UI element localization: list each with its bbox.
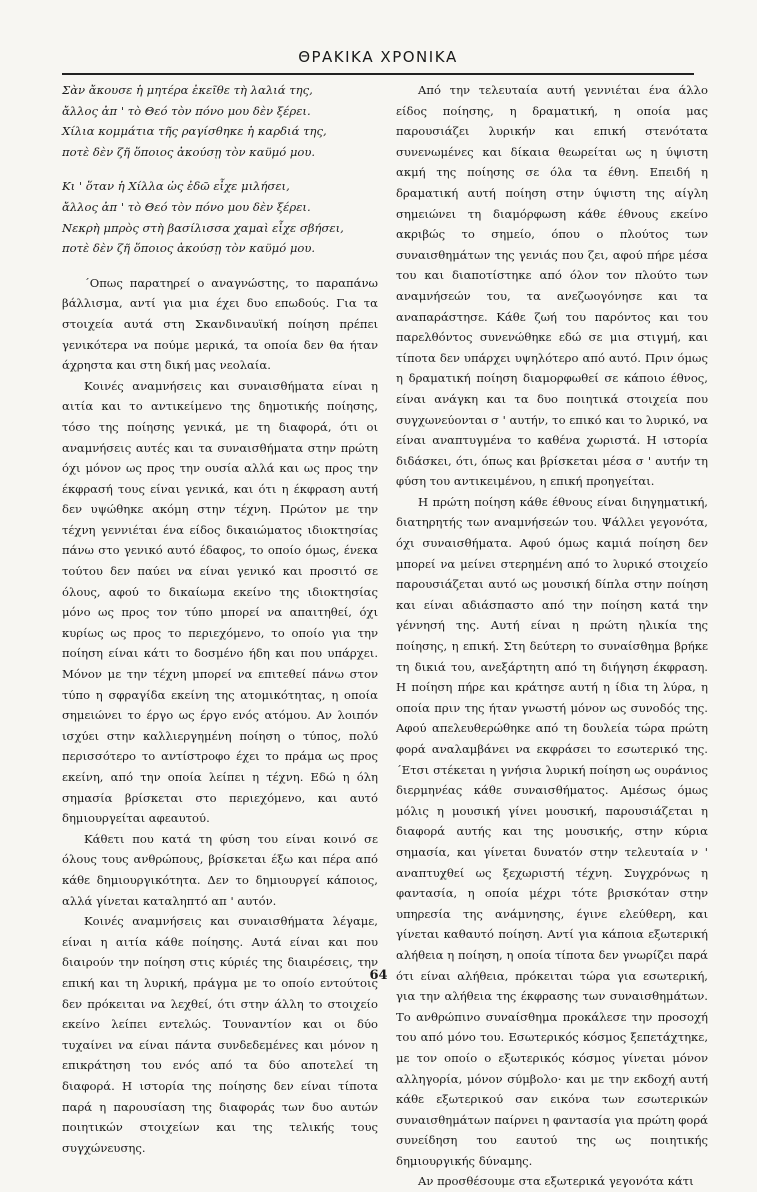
poem-line: ἄλλος ἀπ ' τὸ Θεό τὸν πόνο μου δὲν ξέρει. <box>62 199 311 214</box>
poem-line: Νεκρὴ μπρὸς στὴ βασίλισσα χαμαὶ εἶχε σβήσει, <box>62 220 344 235</box>
poem-line: Χίλια κομμάτια τῆς ραγίσθηκε ἡ καρδιά της, <box>62 124 327 139</box>
running-header: ΘΡΑΚΙΚΑ ΧΡΟΝΙΚΑ <box>298 48 458 66</box>
body-paragraph: Αν προσθέσουμε στα εξωτερικά γεγονότα κάτι <box>418 1174 694 1189</box>
right-column <box>396 80 708 1192</box>
body-paragraph: Κοινές αναμνήσεις και συναισθήματα λέγαμε, είναι η αιτία κάθε ποίησης. Αυτά είναι και που διαιρούν την ποίηση στις κύριές της διαιρέσεις, την επική και τη λυρική, πράγμα με το οποίο εντούτοις δεν πρόκειται να λεχθεί, ότι στην άλλη το στοιχείο εκείνο λείπει εντελώς. Τουναντίον και οι δύο τυχαίνει να είναι πάντα συνδεδεμένες και μόνον η επικράτηση του ενός από τα δύο αποτελεί τη διαφορά. Η ιστορία της ποίησης δεν είναι τίποτα παρά η παρουσίαση της διαφοράς των δυο αυτών ποιητικών στοιχείων και της τελικής τους συγχώνευσης. <box>62 914 378 1155</box>
poem-stanza-1 <box>62 80 378 162</box>
poem-line: ποτὲ δὲν ζῆ ὅποιος ἀκούσῃ τὸν καϋμό μου. <box>62 241 316 256</box>
body-paragraph: Κάθετι που κατά τη φύση του είναι κοινό σε όλους τους ανθρώπους, βρίσκεται έξω και πέρα από κάθε δημιουργικότητα. Δεν το δημιουργεί κάποιος, αλλά γίνεται καταληπτό απ ' αυτόν. <box>62 831 378 908</box>
left-column <box>62 80 378 1158</box>
body-paragraph: ΄Οπως παρατηρεί ο αναγνώστης, το παραπάνω βάλλισμα, αντί για μια έχει δυο επωδούς. Για τα στοιχεία αυτά στη Σκανδιναυϊκή ποίηση πρέπει γενικότερα να πούμε μερικά, τα οποία δεν θα ήταν άχρηστα και στη δική μας νεολαία. <box>62 275 378 373</box>
poem-line: Κι ' ὅταν ἡ Χίλλα ὡς ἐδῶ εἶχε μιλήσει, <box>62 179 290 194</box>
body-paragraph: Κοινές αναμνήσεις και συναισθήματα είναι η αιτία και το αντικείμενο της δημοτικής ποίησης, τόσο της ποίησης γενικά, με τη διαφορά, ότι οι αναμνήσεις αυτές και τα συναισθήματα στην πρώτη όχι μόνον ως προς την ουσία αλλά και ως προς την έκφρασή τους είναι γενικά, και ότι η έκφραση αυτή δεν υψώθηκε ακόμη στην τέχνη. Πρώτον με την τέχνη γεννιέται ένα είδος δικαιώματος ιδιοκτησίας πάνω στο γενικό αυτό έδαφος, το οποίο όμως, ένεκα τούτου δεν παύει να είναι γενικό και προσιτό σε όλους, αφού το δικαίωμα εκείνο της ιδιοκτησίας μόνο ως προς τον τύπο μπορεί να απαιτηθεί, όχι κυρίως ως προς το περιεχόμενο, το οποίο για την ποίηση είναι κάτι το δοσμένο ήδη και που υπάρχει. Μόνον με την τέχνη μπορεί να επιτεθεί πάνω στον τύπο η σφραγίδα εκείνη της ατομικότητας, η οποία σημειώνει το έργο ως έργο ενός ατόμου. Αν λοιπόν ισχύει στην καλλιεργημένη ποίηση ο τύπος, πολύ περισσότερο το αντίστροφο έχει το πράμα ως προς εκείνη, από την οποία λείπει η τέχνη. Εδώ η όλη σημασία βρίσκεται στο περιεχόμενο, και αυτό δημιουργείται αφεαυτού. <box>62 378 378 826</box>
poem-line: Σὰν ἄκουσε ἡ μητέρα ἐκεῖθε τὴ λαλιά της, <box>62 83 313 97</box>
body-paragraph: Η πρώτη ποίηση κάθε έθνους είναι διηγηματική, διατηρητής των αναμνήσεών του. Ψάλλει γεγονότα, όχι συναισθήματα. Αφού όμως καμιά ποίηση δεν μπορεί να μείνει στερημένη από το λυρικό στοιχείο παρουσιάζεται αυτό ως μουσική δίπλα στην ποίηση και είναι αδιάσπαστο από την ποίηση κατά την γέννησή της. Αυτή είναι η πρώτη ηλικία της ποίησης, η επική. Στη δεύτερη το συναίσθημα βρήκε τη δικιά του, ανεξάρτητη από τη διήγηση έκφραση. Η ποίηση πήρε και κράτησε αυτή η ίδια τη λύρα, η οποία πριν της ήταν γνωστή μόνον ως συνοδός της. Αφού απελευθερώθηκε από τη δουλεία τώρα πρώτη φορά αναλαμβάνει να εκφράσει το εσωτερικό της. ΄Ετσι στέκεται η γνήσια λυρική ποίηση ως ουράνιος διερμηνέας κάθε συναισθήματος. Αμέσως όμως μόλις η μουσική γίνει μουσική, παρουσιάζεται η διαφορά αυτής και της μουσικής, στην κύρια σημασία, και γίνεται δυνατόν στην τελευταία ν ' αναπτυχθεί ως ξεχωριστή τέχνη. Συγχρόνως η φαντασία, η οποία μέχρι τότε βρισκόταν στην υπηρεσία της ανάμνησης, έγινε ελεύθερη, και γίνεται καθαυτό ποίηση. Αντί για κάποια εξωτερική αλήθεια η ποίηση, η οποία τίποτα δεν γνωρίζει παρά ότι είναι αλήθεια, πρόκειται τώρα για εσωτερική, για την αλήθεια της έκφρασης των συναισθημάτων. Το ανθρώπινο συναίσθημα προκάλεσε την προσοχή του από μόνο του. Εσωτερικός κόσμος ξεπετάχτηκε, με τον οποίο ο εξωτερικός κόσμος γίνεται μόνον αλληγορία, μόνον σύμβολο· και με την εκδοχή αυτή κάθε εξωτερικού σαν εικόνα των εσωτερικών συναισθημάτων παίρνει η φαντασία για πρώτη φορά συνείδηση του εαυτού της ως ποιητικής δημιουργικής δύναμης. <box>396 494 708 1168</box>
page-number: 64 <box>369 968 388 983</box>
header-rule <box>62 73 694 75</box>
poem-line: ἄλλος ἀπ ' τὸ Θεό τὸν πόνο μου δὲν ξέρει. <box>62 103 311 118</box>
poem-line: ποτὲ δὲν ζῆ ὅποιος ἀκούσῃ τὸν καϋμό μου. <box>62 144 316 159</box>
poem-stanza-2 <box>62 176 378 258</box>
body-paragraph: Από την τελευταία αυτή γεννιέται ένα άλλο είδος ποίησης, η δραματική, η οποία μας παρουσιάζει λυρικήν και επική στενότατα συνενωμένες και δίκαια θεωρείται ως η ύψιστη ακμή της ποίησης σε όλα τα έθνη. Επειδή η δραματική αυτή ποίηση στην ύψιστη της αίγλη σημειώνει τη διαμόρφωση κάθε έθνους εκείνο ακριβώς το σημείο, όπου ο πλούτος των συναισθημάτων της γενιάς που ζει, αφού πήρε μέσα του και διαποτίστηκε από όλον τον πλούτο των αναμνήσεών του, τα ανεζωογόνησε και τα αναπαράστησε. Κάθε ζωή του παρόντος και του παρελθόντος συνενώθηκε εδώ σε μια στιγμή, και τίποτα δεν υπάρχει υψηλότερο από αυτό. Πριν όμως η δραματική ποίηση διαμορφωθεί σε κάποιο έθνος, είναι ανάγκη και τα δυο ποιητικά στοιχεία που συγχωνεύονται σ ' αυτήν, το επικό και το λυρικό, να είναι αναπτυγμένα το καθένα χωριστά. Η ιστορία διδάσκει, ότι, όπως και βρίσκεται μέσα σ ' αυτήν τη φύση του αντικειμένου, η επική προηγείται. <box>396 83 708 489</box>
